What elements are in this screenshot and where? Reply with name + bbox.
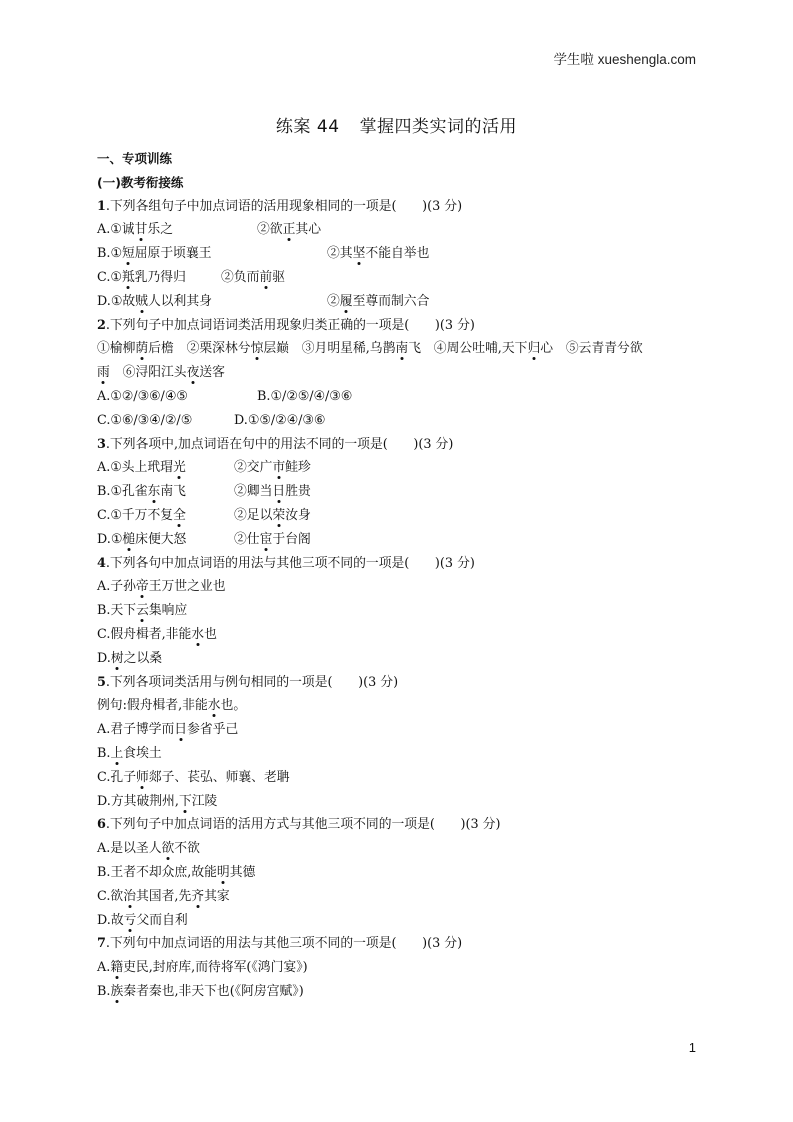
question-7-stem: 7.下列句中加点词语的用法与其他三项不同的一项是( )(3 分) <box>97 936 463 952</box>
question-number: 2 <box>97 317 106 333</box>
question-4-option-a: A.子孙帝王万世之业也 <box>97 579 226 595</box>
title-text: 掌握四类实词的活用 <box>359 117 518 137</box>
question-3-option-b: B.①孔雀东南飞 ②卿当日胜贵 <box>97 484 311 500</box>
question-3-option-d: D.①槌床便大怒 ②仕宦于台阁 <box>97 531 311 547</box>
question-number: 4 <box>97 555 106 571</box>
question-3-option-c: C.①千万不复全 ②足以荣汝身 <box>97 507 311 523</box>
question-3-option-a: A.①头上玳瑁光 ②交广市鲑珍 <box>97 460 311 476</box>
section-heading: 一、专项训练 <box>97 151 173 166</box>
question-1-option-a: A.①诚甘乐之 ②欲正其心 <box>97 222 321 238</box>
exercise-content <box>97 147 707 1004</box>
title-number: 44 <box>316 117 340 137</box>
question-2-items-line-2: 雨 ⑥浔阳江头夜送客 <box>97 365 225 381</box>
question-number: 6 <box>97 817 106 833</box>
question-2-stem: 2.下列句子中加点词语词类活用现象归类正确的一项是( )(3 分) <box>97 317 475 333</box>
question-3-stem: 3.下列各项中,加点词语在句中的用法不同的一项是( )(3 分) <box>97 436 454 452</box>
question-4-option-d: D.树之以桑 <box>97 650 163 666</box>
question-4-option-c: C.假舟楫者,非能水也 <box>97 626 217 642</box>
page-number: 1 <box>688 1040 696 1055</box>
question-1-stem: 1.下列各组句子中加点词语的活用现象相同的一项是( )(3 分) <box>97 198 463 214</box>
watermark: 学生啦 xueshengla.com <box>553 52 696 67</box>
question-5-option-c: C.孔子师郯子、苌弘、师襄、老聃 <box>97 769 290 785</box>
question-1-option-b: B.①短屈原于顷襄王 ②其坚不能自举也 <box>97 246 430 262</box>
question-2-options-ab: A.①②/③⑥/④⑤ B.①/②⑤/④/③⑥ <box>97 388 353 404</box>
question-7-option-a: A.籍吏民,封府库,而待将军(《鸿门宴》) <box>97 960 308 976</box>
page-title <box>0 112 793 137</box>
subsection-heading: (一)教考衔接练 <box>97 174 184 190</box>
question-7-option-b: B.族秦者秦也,非天下也(《阿房宫赋》) <box>97 983 304 999</box>
question-number: 1 <box>97 198 106 214</box>
question-4-stem: 4.下列各句中加点词语的用法与其他三项不同的一项是( )(3 分) <box>97 555 475 571</box>
question-5-example: 例句:假舟楫者,非能水也。 <box>97 698 247 714</box>
question-6-option-c: C.欲治其国者,先齐其家 <box>97 888 230 904</box>
question-5-option-a: A.君子博学而日参省乎己 <box>97 722 239 738</box>
question-6-option-d: D.故亏父而自利 <box>97 912 188 928</box>
question-number: 3 <box>97 436 106 452</box>
title-prefix: 练案 <box>275 117 311 137</box>
question-number: 5 <box>97 674 106 690</box>
question-5-stem: 5.下列各项词类活用与例句相同的一项是( )(3 分) <box>97 674 399 690</box>
question-number: 7 <box>97 936 106 952</box>
question-2-items-line-1: ①榆柳荫后檐 ②栗深林兮惊层巅 ③月明星稀,乌鹊南飞 ④周公吐哺,天下归心 ⑤云青青兮欲 <box>97 341 643 357</box>
question-1-option-d: D.①故贼人以利其身 ②履至尊而制六合 <box>97 293 430 309</box>
question-6-option-b: B.王者不却众庶,故能明其德 <box>97 864 256 880</box>
question-1-option-c: C.①羝乳乃得归 ②负而前驱 <box>97 269 285 285</box>
question-4-option-b: B.天下云集响应 <box>97 603 188 619</box>
question-5-option-d: D.方其破荆州,下江陵 <box>97 793 218 809</box>
question-6-option-a: A.是以圣人欲不欲 <box>97 841 200 857</box>
question-5-option-b: B.上食埃土 <box>97 745 162 761</box>
question-6-stem: 6.下列句子中加点词语的活用方式与其他三项不同的一项是( )(3 分) <box>97 817 501 833</box>
question-2-options-cd: C.①⑥/③④/②/⑤ D.①⑤/②④/③⑥ <box>97 412 326 428</box>
